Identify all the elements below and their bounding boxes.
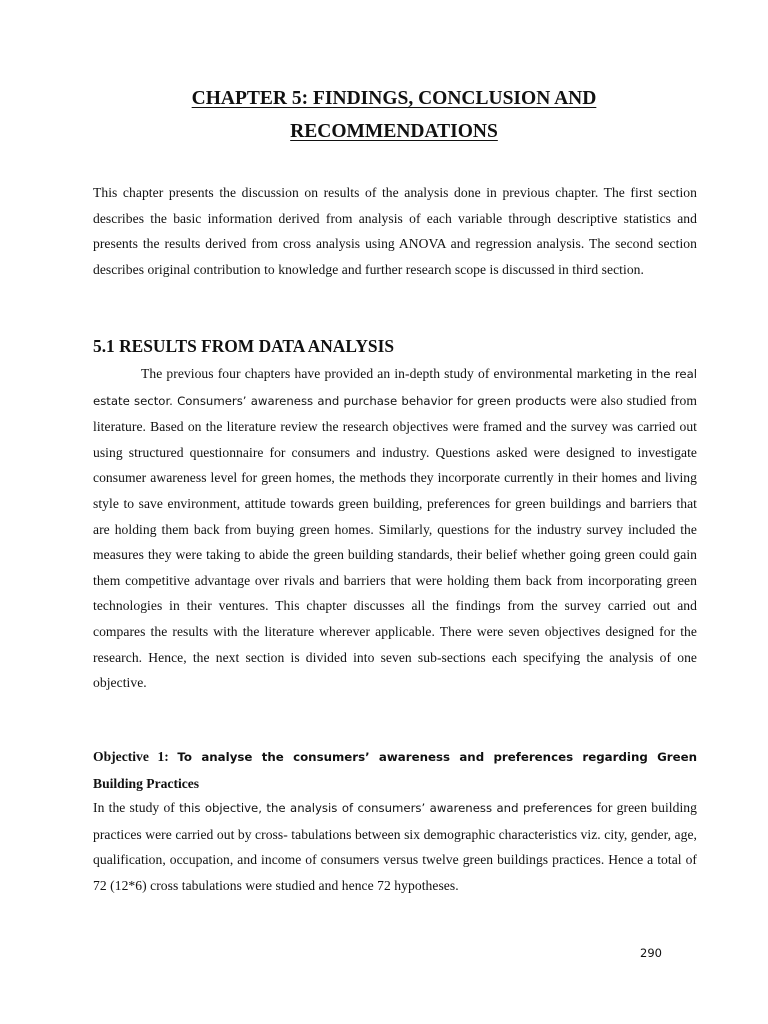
section-5-1-text-rest: were also studied from literature. Based on the literature review the research objectives were framed and the survey was carried out using structured questionnaire for consumers and industry. Questions asked were designed to investigate consumer awareness level for green homes, the methods they incorporate currently in their homes and living style to save environment, attitude towards green building, preferences for green buildings and barriers that are holding them back from buying green homes. Similarly, questions for the industry survey included the measures they were taking to abide the green building standards, their belief whether going green could gain them competitive advantage over rivals and barriers that were holding them back from incorporating green technologies in their ventures. This chapter discusses all the findings from the survey carried out and compares the results with the literature wherever applicable. There were seven objectives designed for the research. Hence, the next section is divided into seven sub-sections each specifying the analysis of one objective. [93, 392, 697, 691]
section-5-1-paragraph [93, 361, 697, 696]
page-number: 290 [640, 946, 662, 960]
section-heading-5-1: 5.1 RESULTS FROM DATA ANALYSIS [93, 336, 395, 356]
chapter-title-line-2: RECOMMENDATIONS [290, 121, 498, 142]
section-5-1-text-start: The previous four chapters have provided an in-depth study of environmental marketing in [141, 366, 652, 381]
chapter-title-line-1: CHAPTER 5: FINDINGS, CONCLUSION AND [191, 88, 597, 109]
section-5-1-text-sans: the real estate sector. Consumers’ awareness and purchase behavior for green products [93, 367, 697, 408]
objective-1-title-end: Building Practices [93, 775, 200, 791]
objective-1-text-rest: for green building practices were carried out by cross- tabulations between six demographic characteristics viz. city, gender, age, qualification, occupation, and income of consumers versus twelve green buildings practices. Hence a total of 72 (12*6) cross tabulations were studied and hence 72 hypotheses. [93, 800, 698, 893]
objective-1-label: Objective 1: [93, 749, 178, 764]
objective-1-text-start: In the study of [93, 800, 180, 815]
intro-paragraph: This chapter presents the discussion on results of the analysis done in previous chapter. The first section describes the basic information derived from analysis of each variable through descriptive statistics and presents the results derived from cross analysis using ANOVA and regression analysis. The second section describes original contribution to knowledge and further research scope is discussed in third section. [93, 185, 697, 277]
objective-1-heading [93, 744, 697, 796]
objective-1-paragraph [93, 795, 697, 898]
objective-1-title-sans: To analyse the consumers’ awareness and preferences regarding Green [177, 750, 698, 764]
objective-1-text-sans: this objective, the analysis of consumers’ awareness and preferences [179, 801, 593, 815]
